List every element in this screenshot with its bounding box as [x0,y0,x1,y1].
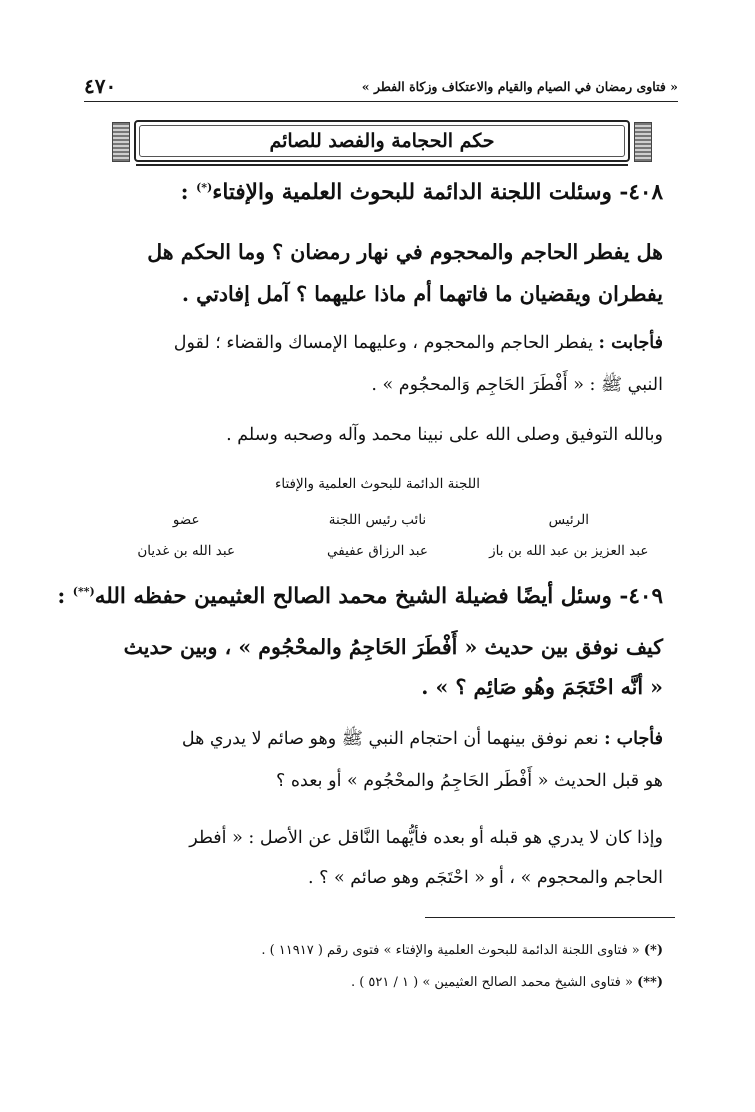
answer-line [92,333,663,353]
heading-colon: : [57,584,73,609]
banner-frame [134,120,630,162]
footnote-rule [425,917,675,918]
signature-titles [92,512,663,528]
banner-ornament-right [634,122,652,162]
answer-lead: فأجابت : [598,333,663,353]
header-rule [84,101,678,102]
signature-names [92,543,663,559]
signature-title: نائب رئيس اللجنة [328,512,427,528]
question-line: « أنَّه احْتَجَمَ وهُو صَائِم ؟ » . [421,675,663,699]
page-number: ٤٧٠ [84,74,117,98]
footnote-ref: (**) [72,584,95,598]
closing-line: وبالله التوفيق وصلى الله على نبينا محمد وآله وصحبه وسلم . [226,425,663,445]
answer-line: الحاجم والمحجوم » ، أو « احْتَجَم وهو صائم » ؟ . [308,868,663,888]
question-heading-409 [57,584,663,609]
answer-line: هو قبل الحديث « أَفْطَر الحَاجِمُ والمحْجُوم » أو بعده ؟ [276,771,663,791]
footnote-text: « فتاوى اللجنة الدائمة للبحوث العلمية والإفتاء » فتوى رقم ( ١١٩١٧ ) . [261,943,644,958]
running-header [84,74,678,98]
question-heading-408 [92,180,663,205]
signature-title: عضو [172,512,200,528]
section-title: حكم الحجامة والفصد للصائم [269,130,495,152]
signature-name: عبد الله بن غديان [137,543,236,559]
footnote-mark: (*) [643,943,663,958]
question-line: هل يفطر الحاجم والمحجوم في نهار رمضان ؟ وما الحكم هل [147,240,663,264]
footnote [92,975,663,990]
answer-line: النبي ﷺ : « أَفْطَرَ الحَاجِم وَالمحجُوم » . [371,375,663,395]
question-heading-text: ٤٠٨- وسئلت اللجنة الدائمة للبحوث العلمية والإفتاء [212,180,663,205]
heading-colon: : [180,180,197,205]
committee-name: اللجنة الدائمة للبحوث العلمية والإفتاء [275,476,480,492]
question-heading-text: ٤٠٩- وسئل أيضًا فضيلة الشيخ محمد الصالح العثيمين حفظه الله [94,584,663,609]
footnote-text: « فتاوى الشيخ محمد الصالح العثيمين » ( ١ / ٥٢١ ) . [350,975,638,990]
footnote-ref: (*) [196,180,213,194]
signature-name: عبد الرزاق عفيفي [327,543,428,559]
answer-text: نعم نوفق بينهما أن احتجام النبي ﷺ وهو صائم لا يدري هل [181,729,605,749]
answer-text: يفطر الحاجم والمحجوم ، وعليهما الإمساك والقضاء ؛ لقول [173,333,599,353]
signature-title: الرئيس [548,512,589,528]
section-banner [112,120,652,162]
question-line: يفطران ويقضيان ما فاتهما أم ماذا عليهما ؟ آمل إفادتي . [181,282,663,306]
answer-line [92,727,663,753]
answer-line: وإذا كان لا يدري هو قبله أو بعده فأيُّهما النَّاقل عن الأصل : « أفطر [189,828,663,848]
banner-ornament-left [112,122,130,162]
footnote [92,943,663,958]
footnote-mark: (**) [637,975,663,990]
running-title: « فتاوى رمضان في الصيام والقيام والاعتكاف وزكاة الفطر » [361,78,678,94]
question-line: كيف نوفق بين حديث « أَفْطَرَ الحَاجِمُ والمحْجُوم » ، وبين حديث [123,635,663,659]
answer-lead: فأجاب : [604,729,663,749]
signature-name: عبد العزيز بن عبد الله بن باز [489,543,649,559]
